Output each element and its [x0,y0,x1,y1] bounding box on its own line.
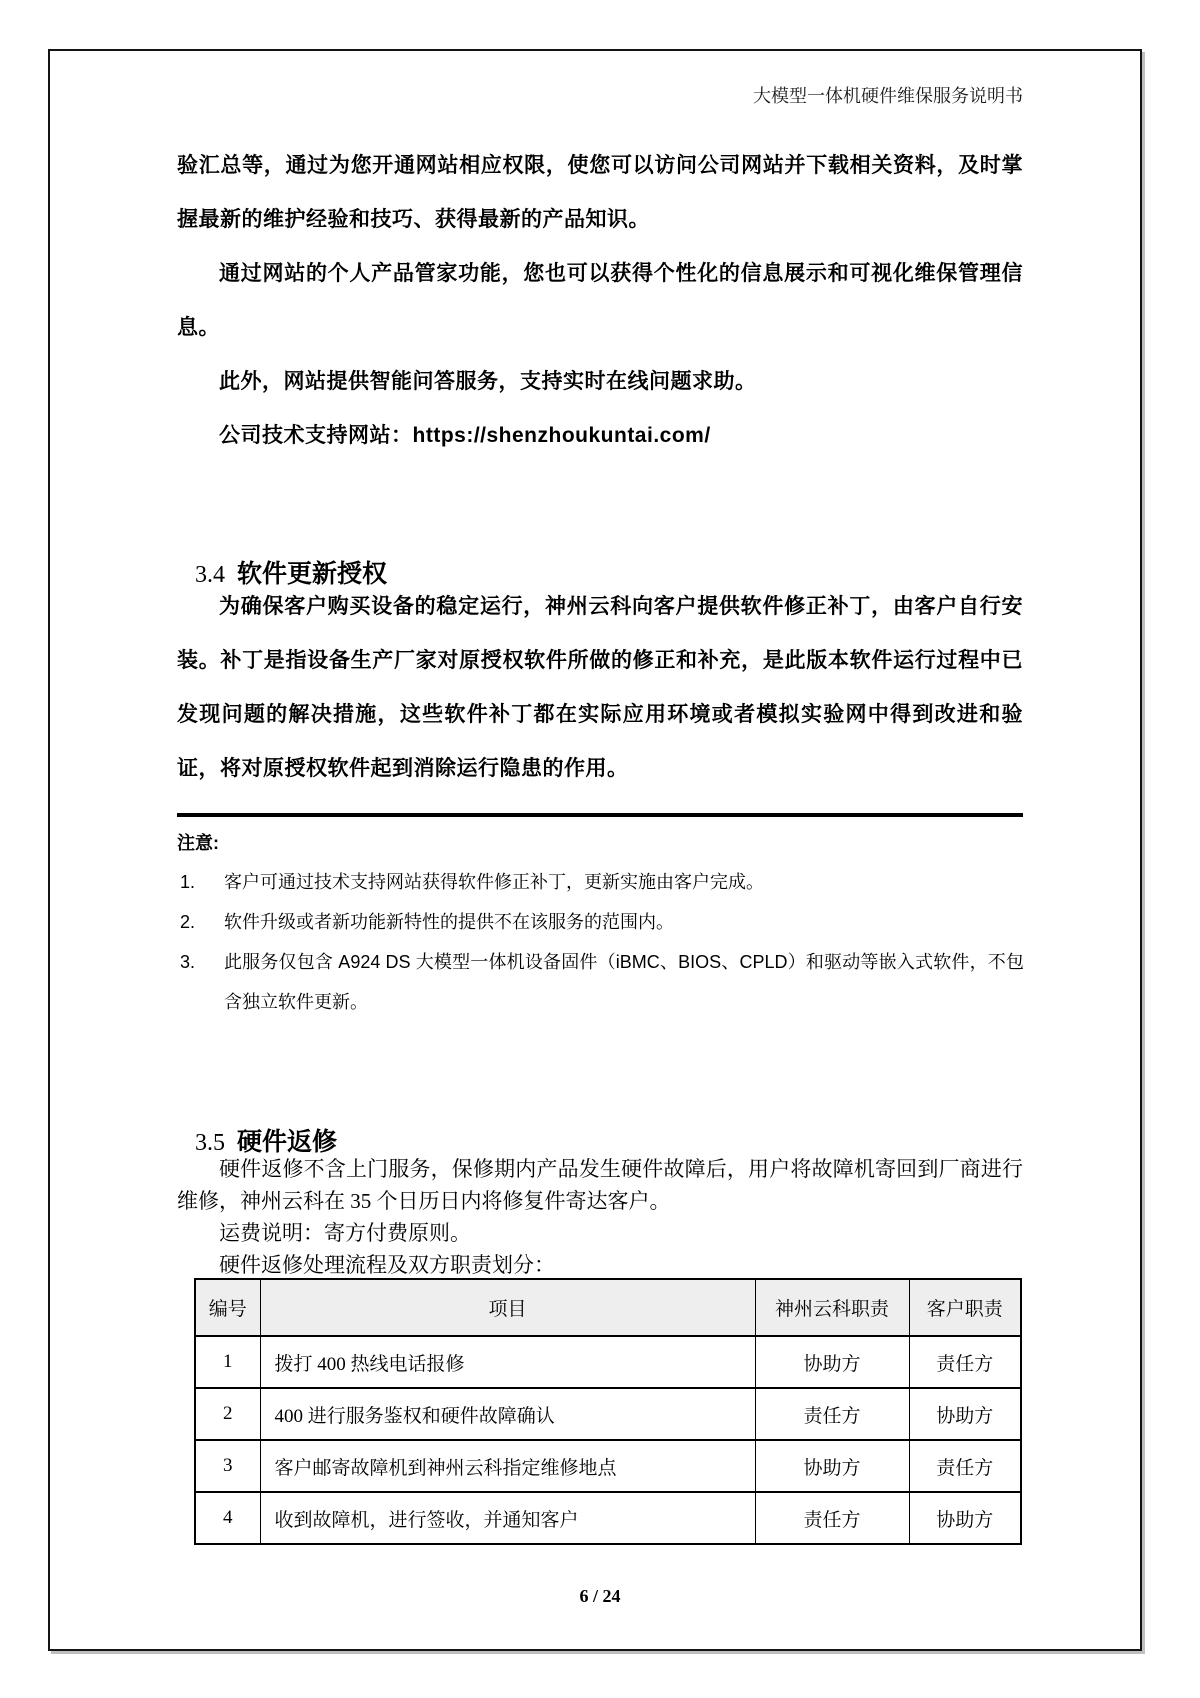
note-divider-rule [177,813,1023,817]
note-item-text: 此服务仅包含 A924 DS 大模型一体机设备固件（iBMC、BIOS、CPLD）和驱动等嵌入式软件，不包含独立软件更新。 [224,952,1024,1012]
note-item-marker: 1. [180,872,196,892]
table-row [195,1388,1021,1440]
cell-customer-duty: 协助方 [909,1492,1021,1544]
section-3-5-paragraph-table-lead-in: 硬件返修处理流程及双方职责划分： [219,1253,555,1277]
section-3-5-paragraph-shipping: 运费说明：寄方付费原则。 [219,1221,471,1245]
document-page [48,49,1142,1651]
cell-customer-duty: 责任方 [909,1336,1021,1388]
responsibility-table [194,1278,1022,1545]
table-row [195,1336,1021,1388]
table-header-item: 项目 [260,1279,755,1336]
section-3-4-number: 3.4 [195,562,225,588]
cell-vendor-duty: 责任方 [755,1492,909,1544]
section-3-5-body [177,1153,1023,1281]
cell-vendor-duty: 协助方 [755,1440,909,1492]
table-header-row [195,1279,1021,1336]
intro-paragraph-support-site-url: 公司技术支持网站：https://shenzhoukuntai.com/ [219,424,711,447]
cell-number: 1 [195,1336,260,1388]
cell-item: 400 进行服务鉴权和硬件故障确认 [260,1388,755,1440]
intro-paragraph-qa-service: 此外，网站提供智能问答服务，支持实时在线问题求助。 [219,370,757,393]
intro-paragraph-product-manager: 通过网站的个人产品管家功能，您也可以获得个性化的信息展示和可视化维保管理信息。 [177,262,1023,339]
note-item-text: 软件升级或者新功能新特性的提供不在该服务的范围内。 [224,912,674,932]
note-list [180,862,1024,1022]
cell-item: 收到故障机，进行签收，并通知客户 [260,1492,755,1544]
note-item [180,862,1024,902]
cell-number: 2 [195,1388,260,1440]
note-label: 注意: [177,833,219,853]
note-item-text: 客户可通过技术支持网站获得软件修正补丁，更新实施由客户完成。 [224,872,764,892]
section-3-5-title: 硬件返修 [237,1128,338,1156]
running-header-title: 大模型一体机硬件维保服务说明书 [753,86,1023,106]
table-header-number: 编号 [195,1279,260,1336]
cell-number: 4 [195,1492,260,1544]
cell-item: 拨打 400 热线电话报修 [260,1336,755,1388]
section-3-4-body [177,580,1023,796]
note-item [180,942,1024,1022]
section-3-4-paragraph: 为确保客户购买设备的稳定运行，神州云科向客户提供软件修正补丁，由客户自行安装。补丁是指设备生产厂家对原授权软件所做的修正和补充，是此版本软件运行过程中已发现问题的解决措施，这些软件补丁都在实际应用环境或者模拟实验网中得到改进和验证，将对原授权软件起到消除运行隐患的作用。 [177,595,1023,780]
table-header-vendor-duty: 神州云科职责 [755,1279,909,1336]
page-number: 6 / 24 [579,1586,621,1606]
table-row [195,1440,1021,1492]
intro-paragraphs [177,139,1023,463]
table-row [195,1492,1021,1544]
cell-vendor-duty: 协助方 [755,1336,909,1388]
note-item-marker: 3. [180,952,196,972]
cell-number: 3 [195,1440,260,1492]
table-header-customer-duty: 客户职责 [909,1279,1021,1336]
cell-vendor-duty: 责任方 [755,1388,909,1440]
cell-customer-duty: 协助方 [909,1388,1021,1440]
section-3-5-number: 3.5 [195,1130,225,1156]
note-item [180,902,1024,942]
section-3-5-paragraph-return-policy: 硬件返修不含上门服务，保修期内产品发生硬件故障后，用户将故障机寄回到厂商进行维修，神州云科在 35 个日历日内将修复件寄达客户。 [177,1157,1023,1213]
note-item-marker: 2. [180,912,196,932]
intro-paragraph-continuation: 验汇总等，通过为您开通网站相应权限，使您可以访问公司网站并下载相关资料，及时掌握最新的维护经验和技巧、获得最新的产品知识。 [177,154,1023,231]
cell-customer-duty: 责任方 [909,1440,1021,1492]
section-3-4-title: 软件更新授权 [237,560,388,588]
cell-item: 客户邮寄故障机到神州云科指定维修地点 [260,1440,755,1492]
